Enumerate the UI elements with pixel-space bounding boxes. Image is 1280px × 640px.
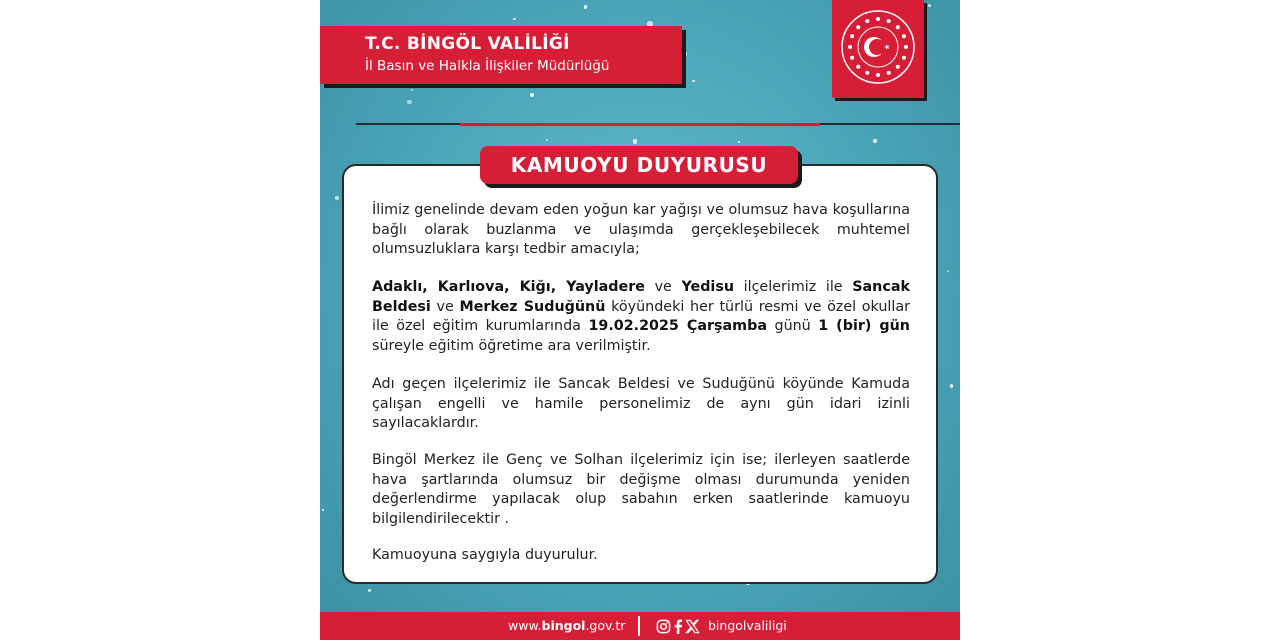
snowflake <box>368 589 371 592</box>
closure-text: ilçelerimiz ile <box>734 279 853 295</box>
seal-star <box>887 71 891 75</box>
footer-website-suffix: .gov.tr <box>585 618 626 633</box>
closure-date: 19.02.2025 Çarşamba <box>588 318 767 335</box>
announcement-poster <box>320 0 960 640</box>
paragraph-intro: İlimiz genelinde devam eden yoğun kar yağışı ve olumsuz hava koşullarına bağlı olarak buzlanma ve ulaşımda gerçekleşebilecek muhtemel olumsuzluklara karşı tedbir amacıyla; <box>372 202 910 258</box>
turkish-presidential-seal-icon <box>832 0 924 98</box>
snowflake <box>546 139 548 141</box>
footer-website[interactable] <box>508 618 625 633</box>
seal-star <box>865 71 869 75</box>
footer-social-icons <box>656 617 700 635</box>
paragraph-closure <box>372 278 910 356</box>
footer-website-domain: bingol <box>541 618 586 633</box>
closure-merkez: Merkez Suduğünü <box>459 298 606 315</box>
closure-text: ve <box>430 298 460 315</box>
closure-districts: Adaklı, Karlıova, Kiğı, Yayladere <box>372 279 645 295</box>
paragraph-staff-leave: Adı geçen ilçelerimiz ile Sancak Beldesi ve Suduğünü köyünde Kamuda çalışan engelli ve hamile personelimiz de aynı gün idari izinli sayılacaklardır. <box>372 376 910 432</box>
snowflake <box>738 141 740 143</box>
snowflake <box>335 196 339 200</box>
snowflake <box>322 509 324 511</box>
seal-star <box>902 56 906 60</box>
instagram-icon[interactable] <box>656 619 671 634</box>
seal-star <box>856 25 860 29</box>
seal-star <box>850 56 854 60</box>
footer-social-handle[interactable]: bingolvaliligi <box>708 618 787 633</box>
snowflake <box>947 270 949 272</box>
x-icon[interactable] <box>685 619 700 634</box>
header-divider-accent <box>460 123 820 126</box>
snowflake <box>692 80 695 83</box>
snowflake <box>411 89 413 91</box>
footer-website-prefix: www. <box>508 618 542 633</box>
seal-star <box>850 34 854 38</box>
paragraph-reassessment: Bingöl Merkez ile Genç ve Solhan ilçelerimiz için ise; ilerleyen saatlerde hava şartlarında olumsuz bir değişme olması durumunda yeniden değerlendirme yapılacak olup sabahın erken saatlerinde kamuoyu bilgilendirilecektir . <box>372 452 910 527</box>
emblem-box <box>832 0 924 98</box>
seal-star <box>904 45 908 49</box>
seal-star <box>848 45 852 49</box>
header-band <box>320 26 682 84</box>
seal-star <box>876 73 880 77</box>
snowflake <box>928 4 931 7</box>
closure-text: süreyle eğitim öğretime ara verilmiştir. <box>372 337 651 354</box>
seal-star <box>876 17 880 21</box>
header-title: T.C. BİNGÖL VALİLİĞİ <box>365 34 570 54</box>
facebook-icon[interactable] <box>673 619 683 634</box>
closure-duration: 1 (bir) gün <box>818 318 910 335</box>
snowflake <box>513 18 515 20</box>
snowflake <box>584 5 587 8</box>
snowflake <box>873 139 877 143</box>
closure-sancak: Sancak Beldesi <box>372 279 910 315</box>
seal-star <box>896 65 900 69</box>
seal-star <box>902 34 906 38</box>
seal-star <box>887 19 891 23</box>
announcement-title: KAMUOYU DUYURUSU <box>510 153 768 177</box>
snowflake <box>633 139 637 143</box>
announcement-title-box <box>480 146 798 184</box>
footer-separator <box>638 616 640 636</box>
seal-star <box>896 25 900 29</box>
snowflake <box>407 100 412 105</box>
closure-district-yedisu: Yedisu <box>681 279 735 295</box>
snowflake <box>950 384 954 388</box>
paragraph-closing: Kamuoyuna saygıyla duyurulur. <box>372 547 598 563</box>
closure-text: ve <box>644 279 682 295</box>
seal-star <box>856 65 860 69</box>
footer-band <box>320 612 960 640</box>
closure-text: günü <box>766 318 819 335</box>
seal-star <box>865 19 869 23</box>
header-subtitle: İl Basın ve Halkla İlişkiler Müdürlüğü <box>365 58 610 74</box>
snowflake <box>530 93 534 97</box>
closure-text: köyündeki her türlü resmi ve özel okullar ile özel eğitim kurumlarında <box>372 298 911 335</box>
snowflake <box>682 51 687 56</box>
